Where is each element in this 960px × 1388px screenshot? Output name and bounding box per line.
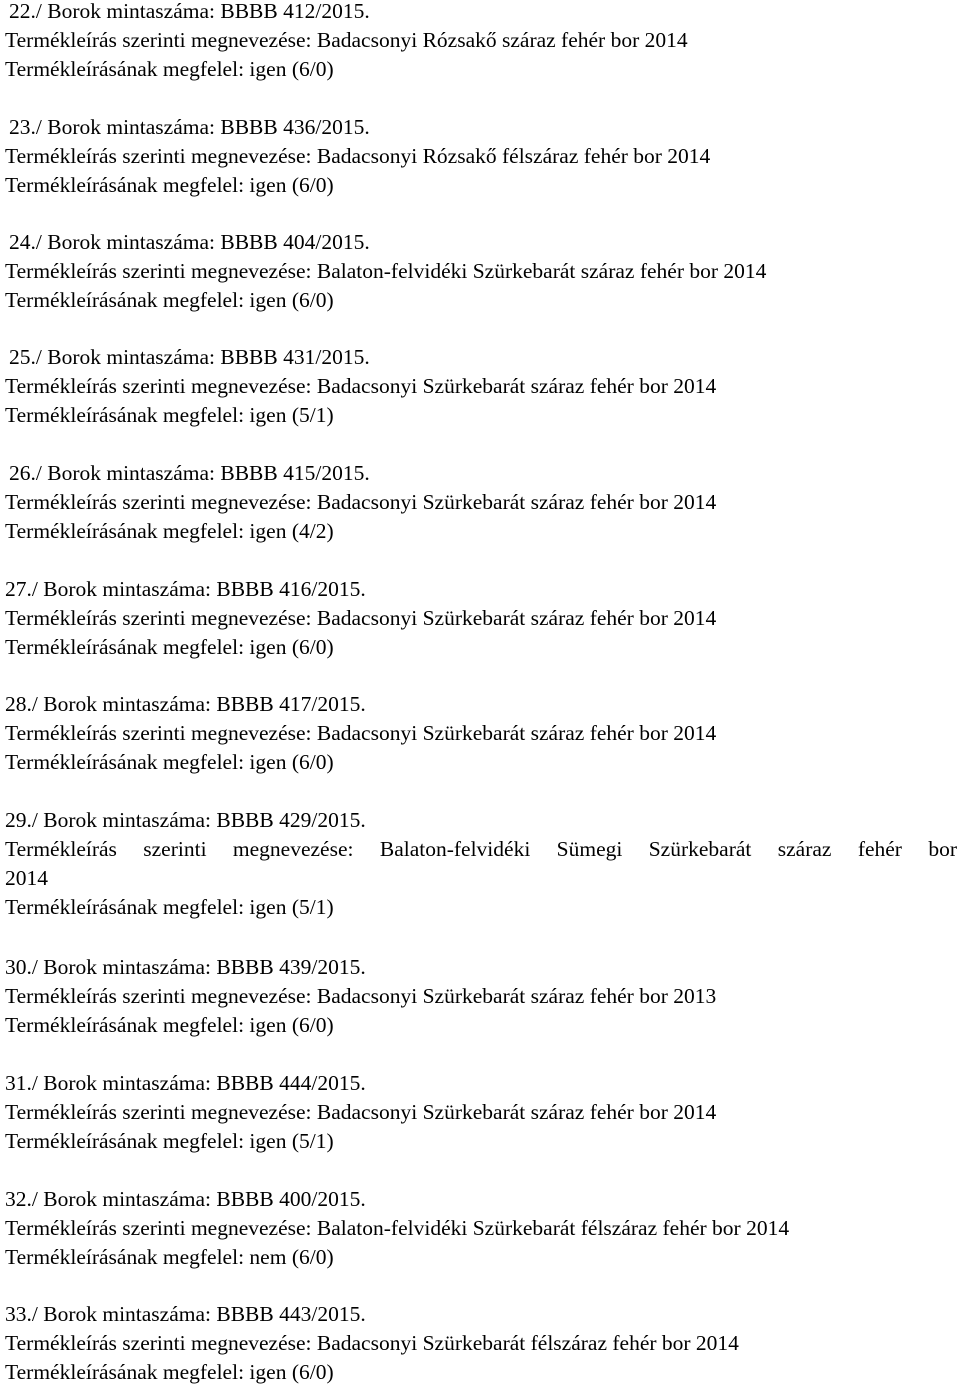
conformity-result: Termékleírásának megfelel: igen (5/1) xyxy=(5,1129,334,1153)
product-description: Termékleírás szerinti megnevezése: Badacsonyi Rózsakő száraz fehér bor 2014 xyxy=(5,28,688,52)
conformity-result: Termékleírásának megfelel: nem (6/0) xyxy=(5,1245,334,1269)
conformity-result: Termékleírásának megfelel: igen (6/0) xyxy=(5,1360,334,1384)
sample-number: 24./ Borok mintaszáma: BBBB 404/2015. xyxy=(9,230,370,254)
product-description: Termékleírás szerinti megnevezése: Badacsonyi Szürkebarát félszáraz fehér bor 2014 xyxy=(5,1331,739,1355)
sample-number: 32./ Borok mintaszáma: BBBB 400/2015. xyxy=(5,1187,366,1211)
sample-number: 26./ Borok mintaszáma: BBBB 415/2015. xyxy=(9,461,370,485)
product-description: Termékleírás szerinti megnevezése: Balaton-felvidéki Sümegi Szürkebarát száraz fehér bor xyxy=(5,837,957,861)
wine-entry-32 xyxy=(5,1185,957,1272)
sample-number: 28./ Borok mintaszáma: BBBB 417/2015. xyxy=(5,692,366,716)
product-description: Termékleírás szerinti megnevezése: Badacsonyi Szürkebarát száraz fehér bor 2014 xyxy=(5,490,717,514)
sample-number: 23./ Borok mintaszáma: BBBB 436/2015. xyxy=(9,115,370,139)
sample-number: 31./ Borok mintaszáma: BBBB 444/2015. xyxy=(5,1071,366,1095)
wine-entry-25 xyxy=(5,343,957,430)
product-description: Termékleírás szerinti megnevezése: Badacsonyi Szürkebarát száraz fehér bor 2014 xyxy=(5,374,717,398)
sample-number: 27./ Borok mintaszáma: BBBB 416/2015. xyxy=(5,577,366,601)
product-description: Termékleírás szerinti megnevezése: Badacsonyi Szürkebarát száraz fehér bor 2014 xyxy=(5,721,717,745)
wine-entry-30 xyxy=(5,953,957,1040)
conformity-result: Termékleírásának megfelel: igen (5/1) xyxy=(5,403,334,427)
wine-entry-24 xyxy=(5,228,957,315)
wine-entry-27 xyxy=(5,575,957,662)
product-description: Termékleírás szerinti megnevezése: Balaton-felvidéki Szürkebarát száraz fehér bor 2014 xyxy=(5,259,767,283)
conformity-result: Termékleírásának megfelel: igen (6/0) xyxy=(5,1013,334,1037)
conformity-result: Termékleírásának megfelel: igen (5/1) xyxy=(5,895,334,919)
wine-entry-26 xyxy=(5,459,957,546)
wine-entry-28 xyxy=(5,690,957,777)
product-description: Termékleírás szerinti megnevezése: Badacsonyi Szürkebarát száraz fehér bor 2014 xyxy=(5,606,717,630)
conformity-result: Termékleírásának megfelel: igen (6/0) xyxy=(5,750,334,774)
conformity-result: Termékleírásának megfelel: igen (6/0) xyxy=(5,57,334,81)
conformity-result: Termékleírásának megfelel: igen (6/0) xyxy=(5,288,334,312)
wine-entry-31 xyxy=(5,1069,957,1156)
sample-number: 33./ Borok mintaszáma: BBBB 443/2015. xyxy=(5,1302,366,1326)
sample-number: 25./ Borok mintaszáma: BBBB 431/2015. xyxy=(9,345,370,369)
sample-number: 30./ Borok mintaszáma: BBBB 439/2015. xyxy=(5,955,366,979)
product-description-continued: 2014 xyxy=(5,866,48,890)
wine-entry-33 xyxy=(5,1300,957,1387)
product-description: Termékleírás szerinti megnevezése: Badacsonyi Rózsakő félszáraz fehér bor 2014 xyxy=(5,144,711,168)
conformity-result: Termékleírásának megfelel: igen (6/0) xyxy=(5,173,334,197)
product-description: Termékleírás szerinti megnevezése: Badacsonyi Szürkebarát száraz fehér bor 2014 xyxy=(5,1100,717,1124)
wine-entry-22 xyxy=(5,0,957,84)
conformity-result: Termékleírásának megfelel: igen (4/2) xyxy=(5,519,334,543)
product-description: Termékleírás szerinti megnevezése: Badacsonyi Szürkebarát száraz fehér bor 2013 xyxy=(5,984,717,1008)
sample-number: 22./ Borok mintaszáma: BBBB 412/2015. xyxy=(9,0,370,23)
sample-number: 29./ Borok mintaszáma: BBBB 429/2015. xyxy=(5,808,366,832)
conformity-result: Termékleírásának megfelel: igen (6/0) xyxy=(5,635,334,659)
product-description: Termékleírás szerinti megnevezése: Balaton-felvidéki Szürkebarát félszáraz fehér bor 2014 xyxy=(5,1216,790,1240)
wine-entry-23 xyxy=(5,113,957,200)
wine-entry-29 xyxy=(5,806,957,922)
